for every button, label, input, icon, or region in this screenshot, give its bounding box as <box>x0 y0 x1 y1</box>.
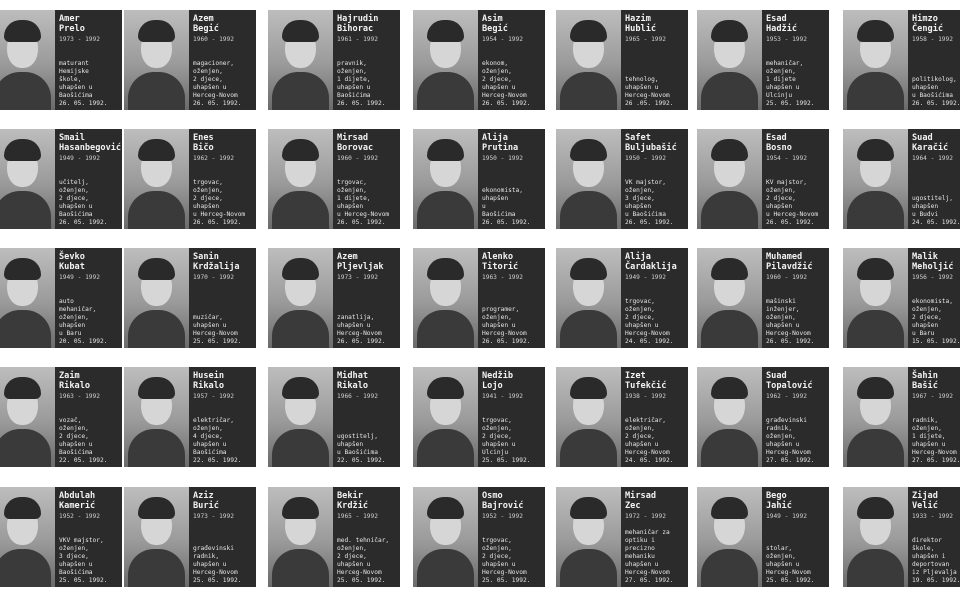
person-description: ugostitelj, uhapšen u Budvi 24. 05. 1992. <box>912 195 960 226</box>
person-description: trgovac, oženjen, 1 dijete, uhapšen u Herceg-Novom 26. 05. 1992. <box>337 179 390 226</box>
life-years: 1941 - 1992 <box>482 393 523 400</box>
person-card <box>268 10 400 110</box>
life-years: 1962 - 1992 <box>193 155 234 162</box>
last-name: Rikalo <box>59 381 91 391</box>
person-card <box>0 129 122 229</box>
person-info <box>55 487 122 587</box>
portrait-photo <box>697 487 762 587</box>
first-name: Abdulah <box>59 491 96 501</box>
last-name: Čengić <box>912 24 944 34</box>
person-info <box>762 367 829 467</box>
last-name: Begić <box>193 24 219 34</box>
portrait-photo <box>413 248 478 348</box>
portrait-photo <box>268 10 333 110</box>
last-name: Hasanbegović <box>59 143 122 153</box>
person-card <box>0 10 122 110</box>
portrait-photo <box>556 367 621 467</box>
portrait-photo <box>843 248 908 348</box>
portrait-photo <box>556 129 621 229</box>
life-years: 1949 - 1992 <box>766 513 807 520</box>
life-years: 1963 - 1992 <box>59 393 100 400</box>
life-years: 1952 - 1992 <box>482 513 523 520</box>
life-years: 1938 - 1992 <box>625 393 666 400</box>
person-description: ekonom, oženjen, 2 djece, uhapšen u Herceg-Novom 26. 05. 1992. <box>482 60 531 107</box>
person-card <box>0 487 122 587</box>
person-card <box>843 487 960 587</box>
person-card <box>413 248 545 348</box>
first-name: Alija <box>482 133 508 143</box>
life-years: 1949 - 1992 <box>59 155 100 162</box>
first-name: Esad <box>766 133 787 143</box>
last-name: Čardaklija <box>625 262 677 272</box>
portrait-photo <box>413 129 478 229</box>
portrait-photo <box>124 10 189 110</box>
life-years: 1963 - 1992 <box>482 274 523 281</box>
person-info <box>478 129 545 229</box>
life-years: 1967 - 1992 <box>912 393 953 400</box>
portrait-photo <box>268 248 333 348</box>
person-info <box>333 10 400 110</box>
person-info <box>478 487 545 587</box>
portrait-photo <box>268 129 333 229</box>
first-name: Smail <box>59 133 85 143</box>
last-name: Bičo <box>193 143 214 153</box>
person-description: magacioner, oženjen, 2 djece, uhapšen u Herceg-Novom 26. 05. 1992. <box>193 60 242 107</box>
person-info <box>478 367 545 467</box>
person-description: tehnolog, uhapšen u Herceg-Novom 26 .05. 1992. <box>625 76 674 107</box>
last-name: Hadžić <box>766 24 798 34</box>
first-name: Hajrudin <box>337 14 379 24</box>
person-info <box>621 487 688 587</box>
person-info <box>189 129 256 229</box>
last-name: Kubat <box>59 262 85 272</box>
person-description: mašinski inženjer, oženjen, uhapšen u Herceg-Novom 26. 05. 1992. <box>766 298 815 345</box>
person-card <box>697 248 829 348</box>
person-description: građevinski radnik, oženjen, uhapšen u Herceg-Novom 27. 05. 1992. <box>766 417 815 464</box>
last-name: Rikalo <box>193 381 225 391</box>
person-info <box>621 129 688 229</box>
first-name: Safet <box>625 133 651 143</box>
person-card <box>697 367 829 467</box>
portrait-photo <box>843 367 908 467</box>
first-name: Azem <box>337 252 358 262</box>
last-name: Prutina <box>482 143 519 153</box>
person-card <box>556 10 688 110</box>
first-name: Asim <box>482 14 503 24</box>
person-card <box>843 129 960 229</box>
first-name: Izet <box>625 371 646 381</box>
person-description: auto mehaničar, oženjen, uhapšen u Baru 20. 05. 1992. <box>59 298 108 345</box>
first-name: Nedžib <box>482 371 514 381</box>
person-info <box>762 129 829 229</box>
last-name: Prelo <box>59 24 85 34</box>
person-description: programer, oženjen, uhapšen u Herceg-Novom 26. 05. 1992. <box>482 306 531 345</box>
person-info <box>55 10 122 110</box>
person-info <box>908 10 960 110</box>
person-info <box>478 10 545 110</box>
person-card <box>843 367 960 467</box>
person-card <box>124 367 256 467</box>
portrait-photo <box>843 487 908 587</box>
first-name: Sanin <box>193 252 219 262</box>
portrait-photo <box>268 487 333 587</box>
life-years: 1966 - 1992 <box>337 393 378 400</box>
portrait-photo <box>0 10 55 110</box>
person-info <box>333 487 400 587</box>
person-description: zanatlija, uhapšen u Herceg-Novom 26. 05. 1992. <box>337 314 386 345</box>
person-info <box>333 248 400 348</box>
portrait-photo <box>697 248 762 348</box>
portrait-photo <box>0 487 55 587</box>
portrait-photo <box>124 248 189 348</box>
person-info <box>908 129 960 229</box>
person-card <box>556 248 688 348</box>
person-card <box>413 129 545 229</box>
last-name: Pljevljak <box>337 262 384 272</box>
person-description: KV majstor, oženjen, 2 djece, uhapšen u Herceg-Novom 26. 05. 1992. <box>766 179 819 226</box>
first-name: Šahin <box>912 371 938 381</box>
life-years: 1973 - 1992 <box>337 274 378 281</box>
person-description: trgovac, oženjen, 2 djece, uhapšen u Herceg-Novom 26. 05. 1992. <box>193 179 246 226</box>
life-years: 1958 - 1992 <box>912 36 953 43</box>
person-description: trgovac, oženjen, 2 djece, uhapšen u Herceg-Novom 24. 05. 1992. <box>625 298 674 345</box>
first-name: Bekir <box>337 491 363 501</box>
person-card <box>556 129 688 229</box>
portrait-photo <box>124 129 189 229</box>
person-description: ekonomista, uhapšen u Baošićima 26. 05. 1992. <box>482 187 531 226</box>
first-name: Midhat <box>337 371 369 381</box>
person-info <box>189 367 256 467</box>
person-description: električar, oženjen, 2 djece, uhapšen u Herceg-Novom 24. 05. 1992. <box>625 417 674 464</box>
person-description: električar, oženjen, 4 djece, uhapšen u Baošićima 22. 05. 1992. <box>193 417 242 464</box>
first-name: Suad <box>912 133 933 143</box>
life-years: 1962 - 1992 <box>766 393 807 400</box>
person-description: maturant Hemijske škole, uhapšen u Baošićima 26. 05. 1992. <box>59 60 108 107</box>
life-years: 1965 - 1992 <box>337 513 378 520</box>
person-card <box>0 248 122 348</box>
portrait-photo <box>413 487 478 587</box>
first-name: Husein <box>193 371 225 381</box>
first-name: Alija <box>625 252 651 262</box>
person-card <box>697 10 829 110</box>
last-name: Bašić <box>912 381 938 391</box>
person-description: VK majstor, oženjen, 3 djece, uhapšen u Baošićima 26. 05. 1992. <box>625 179 674 226</box>
person-card <box>413 367 545 467</box>
first-name: Osmo <box>482 491 503 501</box>
portrait-photo <box>124 367 189 467</box>
portrait-photo <box>556 10 621 110</box>
person-description: mehaničar, oženjen, 1 dijete uhapšen u Ulcinju 25. 05. 1992. <box>766 60 815 107</box>
life-years: 1960 - 1992 <box>337 155 378 162</box>
person-card <box>124 129 256 229</box>
person-description: politikolog, uhapšen u Baošićima 26. 05. 1992. <box>912 76 960 107</box>
person-info <box>621 10 688 110</box>
portrait-photo <box>697 129 762 229</box>
life-years: 1954 - 1992 <box>482 36 523 43</box>
person-description: direktor škole, uhapšen i deportovan iz Pljevalja 19. 05. 1992. <box>912 537 960 584</box>
last-name: Bajrović <box>482 501 524 511</box>
first-name: Azem <box>193 14 214 24</box>
portrait-photo <box>0 367 55 467</box>
person-description: pravnik, oženjen, 1 dijete, uhapšen u Baošićima 26. 05. 1992. <box>337 60 386 107</box>
portrait-photo <box>697 367 762 467</box>
person-info <box>621 367 688 467</box>
life-years: 1961 - 1992 <box>337 36 378 43</box>
portrait-photo <box>413 10 478 110</box>
last-name: Topalović <box>766 381 813 391</box>
person-card <box>413 487 545 587</box>
life-years: 1949 - 1992 <box>625 274 666 281</box>
person-card <box>268 487 400 587</box>
life-years: 1954 - 1992 <box>766 155 807 162</box>
first-name: Zijad <box>912 491 938 501</box>
person-card <box>268 129 400 229</box>
first-name: Ševko <box>59 252 85 262</box>
person-card <box>124 10 256 110</box>
person-description: mehaničar za optiku i precizno mehaniku uhapšen u Herceg-Novom 27. 05. 1992. <box>625 529 674 584</box>
portrait-photo <box>697 10 762 110</box>
person-description: trgovac, oženjen, 2 djece, uhapšen u Herceg-Novom 25. 05. 1992. <box>482 537 531 584</box>
life-years: 1964 - 1992 <box>912 155 953 162</box>
person-description: stolar, oženjen, uhapšen u Herceg-Novom 25. 05. 1992. <box>766 545 815 584</box>
person-description: ekonomista, oženjen, 2 djece, uhapšen u Baru 15. 05. 1992. <box>912 298 960 345</box>
person-info <box>762 248 829 348</box>
first-name: Himzo <box>912 14 938 24</box>
life-years: 1952 - 1992 <box>59 513 100 520</box>
last-name: Krdžalija <box>193 262 240 272</box>
last-name: Burić <box>193 501 219 511</box>
person-info <box>478 248 545 348</box>
last-name: Bosno <box>766 143 792 153</box>
last-name: Pilavdžić <box>766 262 813 272</box>
last-name: Borovac <box>337 143 374 153</box>
last-name: Hublić <box>625 24 657 34</box>
portrait-photo <box>0 129 55 229</box>
last-name: Velić <box>912 501 938 511</box>
person-card <box>556 487 688 587</box>
person-description: trgovac, oženjen, 2 djece, uhapšen u Ulcinju 25. 05. 1992. <box>482 417 531 464</box>
person-card <box>843 248 960 348</box>
person-card <box>556 367 688 467</box>
last-name: Rikalo <box>337 381 369 391</box>
person-info <box>908 487 960 587</box>
person-description: muzičar, uhapšen u Herceg-Novom 25. 05. 1992. <box>193 314 242 345</box>
last-name: Zec <box>625 501 641 511</box>
last-name: Titorić <box>482 262 519 272</box>
life-years: 1949 - 1992 <box>59 274 100 281</box>
person-card <box>697 487 829 587</box>
person-info <box>908 367 960 467</box>
portrait-photo <box>556 487 621 587</box>
life-years: 1965 - 1992 <box>625 36 666 43</box>
life-years: 1950 - 1992 <box>482 155 523 162</box>
portrait-photo <box>556 248 621 348</box>
person-card <box>124 248 256 348</box>
first-name: Aziz <box>193 491 214 501</box>
first-name: Hazim <box>625 14 651 24</box>
life-years: 1972 - 1992 <box>625 513 666 520</box>
person-info <box>189 10 256 110</box>
first-name: Mirsad <box>337 133 369 143</box>
person-card <box>124 487 256 587</box>
life-years: 1973 - 1992 <box>59 36 100 43</box>
last-name: Begić <box>482 24 508 34</box>
person-info <box>621 248 688 348</box>
last-name: Krdžić <box>337 501 369 511</box>
person-info <box>55 367 122 467</box>
person-description: građevinski radnik, uhapšen u Herceg-Novom 25. 05. 1992. <box>193 545 242 584</box>
portrait-photo <box>124 487 189 587</box>
first-name: Amer <box>59 14 80 24</box>
first-name: Enes <box>193 133 214 143</box>
last-name: Lojo <box>482 381 503 391</box>
last-name: Jahić <box>766 501 792 511</box>
person-description: ugostitelj, uhapšen u Baošićima 22. 05. 1992. <box>337 433 386 464</box>
person-card <box>843 10 960 110</box>
life-years: 1933 - 1992 <box>912 513 953 520</box>
last-name: Bihorac <box>337 24 374 34</box>
life-years: 1960 - 1992 <box>766 274 807 281</box>
person-info <box>189 487 256 587</box>
first-name: Suad <box>766 371 787 381</box>
life-years: 1953 - 1992 <box>766 36 807 43</box>
person-description: vozač, oženjen, 2 djece, uhapšen u Baošićima 22. 05. 1992. <box>59 417 108 464</box>
last-name: Buljubašić <box>625 143 677 153</box>
person-card <box>0 367 122 467</box>
person-card <box>697 129 829 229</box>
first-name: Esad <box>766 14 787 24</box>
person-description: VKV majstor, oženjen, 3 djece, uhapšen u Baošićima 25. 05. 1992. <box>59 537 108 584</box>
life-years: 1957 - 1992 <box>193 393 234 400</box>
portrait-photo <box>843 129 908 229</box>
life-years: 1973 - 1992 <box>193 513 234 520</box>
person-info <box>333 367 400 467</box>
person-info <box>762 10 829 110</box>
person-card <box>268 248 400 348</box>
person-info <box>333 129 400 229</box>
last-name: Meholjić <box>912 262 954 272</box>
last-name: Tufekčić <box>625 381 667 391</box>
portrait-photo <box>413 367 478 467</box>
person-description: med. tehničar, oženjen, 2 djece, uhapšen u Herceg-Novom 25. 05. 1992. <box>337 537 390 584</box>
life-years: 1950 - 1992 <box>625 155 666 162</box>
person-description: učitelj, oženjen, 2 djece, uhapšen u Baošićima 26. 05. 1992. <box>59 179 108 226</box>
portrait-photo <box>843 10 908 110</box>
life-years: 1970 - 1992 <box>193 274 234 281</box>
last-name: Karačić <box>912 143 949 153</box>
person-description: radnik, oženjen, 1 dijete, uhapšen u Herceg-Novom 27. 05. 1992. <box>912 417 960 464</box>
first-name: Mirsad <box>625 491 657 501</box>
life-years: 1956 - 1992 <box>912 274 953 281</box>
portrait-photo <box>0 248 55 348</box>
first-name: Bego <box>766 491 787 501</box>
first-name: Muhamed <box>766 252 803 262</box>
first-name: Malik <box>912 252 938 262</box>
person-card <box>268 367 400 467</box>
person-info <box>762 487 829 587</box>
life-years: 1960 - 1992 <box>193 36 234 43</box>
person-info <box>55 248 122 348</box>
person-info <box>189 248 256 348</box>
person-info <box>908 248 960 348</box>
person-card <box>413 10 545 110</box>
portrait-photo <box>268 367 333 467</box>
person-info <box>55 129 122 229</box>
last-name: Kamerić <box>59 501 96 511</box>
first-name: Zaim <box>59 371 80 381</box>
first-name: Alenko <box>482 252 514 262</box>
